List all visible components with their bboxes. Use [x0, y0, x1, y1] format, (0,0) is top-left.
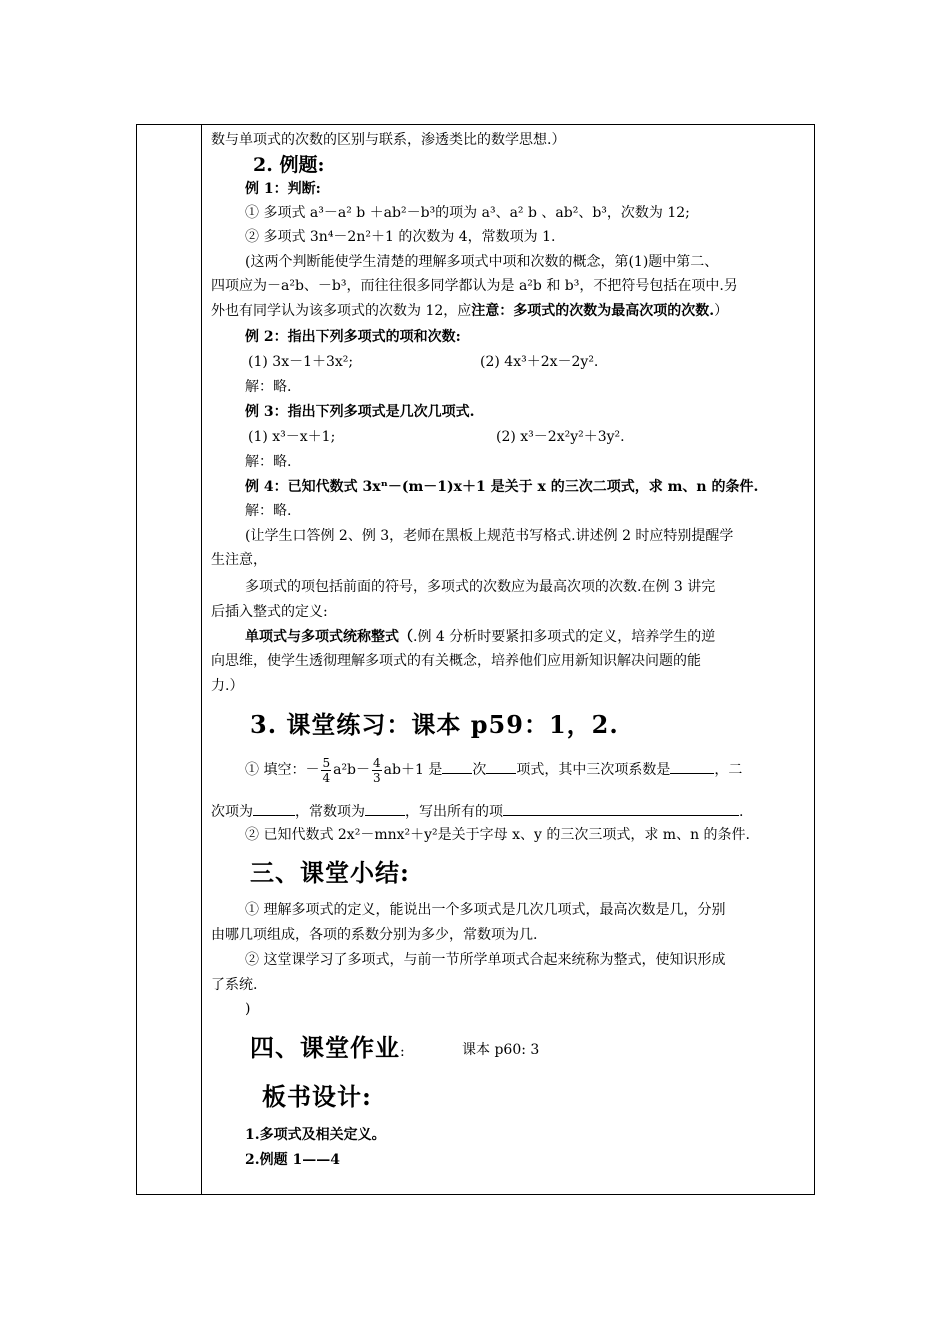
q1-word3: ，二 — [714, 762, 743, 778]
note-close: ） — [714, 303, 729, 319]
summary-line4: 了系统. — [211, 977, 258, 993]
example3-answer: 解：略. — [245, 454, 292, 470]
practice-question1-line1 — [245, 755, 742, 785]
q1-line2-d: . — [739, 804, 744, 820]
example2-part1: (1) 3x－1＋3x²; — [248, 354, 354, 370]
example1-item1: ① 多项式 a³－a² b ＋ab²－b³的项为 a³、a² b 、ab²、b³，次数为 12; — [245, 205, 690, 221]
answer-blank-5[interactable] — [365, 801, 405, 816]
example3-part2: (2) x³－2x²y²＋3y². — [496, 429, 625, 445]
example4-answer: 解：略. — [245, 503, 292, 519]
summary-line3: ② 这堂课学习了多项式，与前一节所学单项式合起来统称为整式，使知识形成 — [245, 952, 726, 968]
summary-heading: 三、课堂小结: — [250, 858, 410, 887]
answer-blank-1[interactable] — [442, 759, 472, 774]
homework-colon: : — [400, 1044, 405, 1060]
homework-heading: 四、课堂作业 — [250, 1033, 400, 1062]
homework-row — [250, 1033, 405, 1063]
note-emphasis: 注意：多项式的次数为最高次项的次数. — [471, 303, 715, 319]
practice-question1-line2 — [211, 801, 743, 821]
note-text: 外也有同学认为该多项式的次数为 12，应 — [211, 303, 472, 319]
note2-line3: 多项式的项包括前面的符号，多项式的次数应为最高次项的次数.在例 3 讲完 — [245, 579, 716, 595]
table-column-divider — [201, 124, 202, 1195]
fraction-denominator: 4 — [322, 770, 331, 785]
answer-blank-6[interactable] — [503, 801, 739, 816]
answer-blank-3[interactable] — [670, 759, 714, 774]
note2-line6: 向思维，使学生透彻理解多项式的有关概念，培养他们应用新知识解决问题的能 — [211, 653, 701, 669]
q1-line2-c: ，写出所有的项 — [405, 804, 503, 820]
summary-close: ) — [245, 1001, 251, 1017]
example1-note-line3 — [211, 302, 728, 320]
q1-word2: 项式，其中三次项系数是 — [516, 762, 671, 778]
example1-note-line2: 四项应为－a²b、－b³，而往往很多同学都认为是 a²b 和 b³，不把符号包括在项中.另 — [211, 278, 738, 294]
practice-heading: 3. 课堂练习：课本 p59：1，2. — [250, 710, 619, 739]
q1-line2-a: 次项为 — [211, 804, 253, 820]
example3-title: 例 3：指出下列多项式是几次几项式. — [245, 404, 475, 420]
q1-term2: ab＋1 是 — [383, 762, 443, 778]
answer-blank-2[interactable] — [486, 759, 516, 774]
q1-term1: a²b－ — [333, 762, 371, 778]
example1-title: 例 1：判断: — [245, 181, 321, 197]
homework-text: 课本 p60: 3 — [462, 1042, 540, 1058]
q1-prefix: ① 填空：－ — [245, 762, 320, 778]
integer-definition: 单项式与多项式统称整式（ — [245, 629, 413, 645]
note2-line4: 后插入整式的定义: — [211, 604, 328, 620]
example4-title: 例 4：已知代数式 3xⁿ－(m－1)x＋1 是关于 x 的三次二项式，求 m、n 的条件. — [245, 479, 759, 495]
fraction-4-3 — [372, 756, 382, 785]
example1-item2: ② 多项式 3n⁴－2n²＋1 的次数为 4，常数项为 1. — [245, 229, 556, 245]
fraction-5-4 — [321, 756, 331, 785]
note2-line1: (让学生口答例 2、例 3，老师在黑板上规范书写格式.讲述例 2 时应特别提醒学 — [245, 528, 734, 544]
q1-word1: 次 — [472, 762, 487, 778]
fraction-numerator: 4 — [373, 755, 381, 770]
example2-part2: (2) 4x³＋2x－2y². — [480, 354, 599, 370]
note2-line7: 力.） — [211, 678, 244, 694]
q1-line2-b: ，常数项为 — [295, 804, 365, 820]
summary-line1: ① 理解多项式的定义，能说出一个多项式是几次几项式，最高次数是几，分别 — [245, 902, 726, 918]
summary-line2: 由哪几项组成，各项的系数分别为多少，常数项为几. — [211, 927, 538, 943]
note2-line5 — [245, 628, 715, 646]
board-item1: 1.多项式及相关定义。 — [245, 1127, 386, 1143]
practice-question2: ② 已知代数式 2x²－mnx²＋y²是关于字母 x、y 的三次三项式，求 m、n 的条件. — [245, 827, 750, 843]
example2-title: 例 2：指出下列多项式的项和次数: — [245, 329, 461, 345]
note2-line5-rest: .例 4 分析时要紧扣多项式的定义，培养学生的逆 — [413, 629, 716, 645]
board-heading: 板书设计: — [262, 1082, 372, 1111]
example1-note-line1: (这两个判断能使学生清楚的理解多项式中项和次数的概念，第(1)题中第二、 — [245, 254, 719, 270]
intro-tail-text: 数与单项式的次数的区别与联系，渗透类比的数学思想.） — [211, 132, 566, 148]
fraction-numerator: 5 — [322, 755, 331, 770]
example2-answer: 解：略. — [245, 379, 292, 395]
example3-part1: (1) x³－x＋1; — [248, 429, 336, 445]
note2-line2: 生注意， — [211, 552, 267, 568]
board-item2: 2.例题 1——4 — [245, 1152, 340, 1168]
fraction-denominator: 3 — [373, 770, 381, 785]
answer-blank-4[interactable] — [253, 801, 295, 816]
examples-heading: 2. 例题: — [253, 154, 325, 176]
